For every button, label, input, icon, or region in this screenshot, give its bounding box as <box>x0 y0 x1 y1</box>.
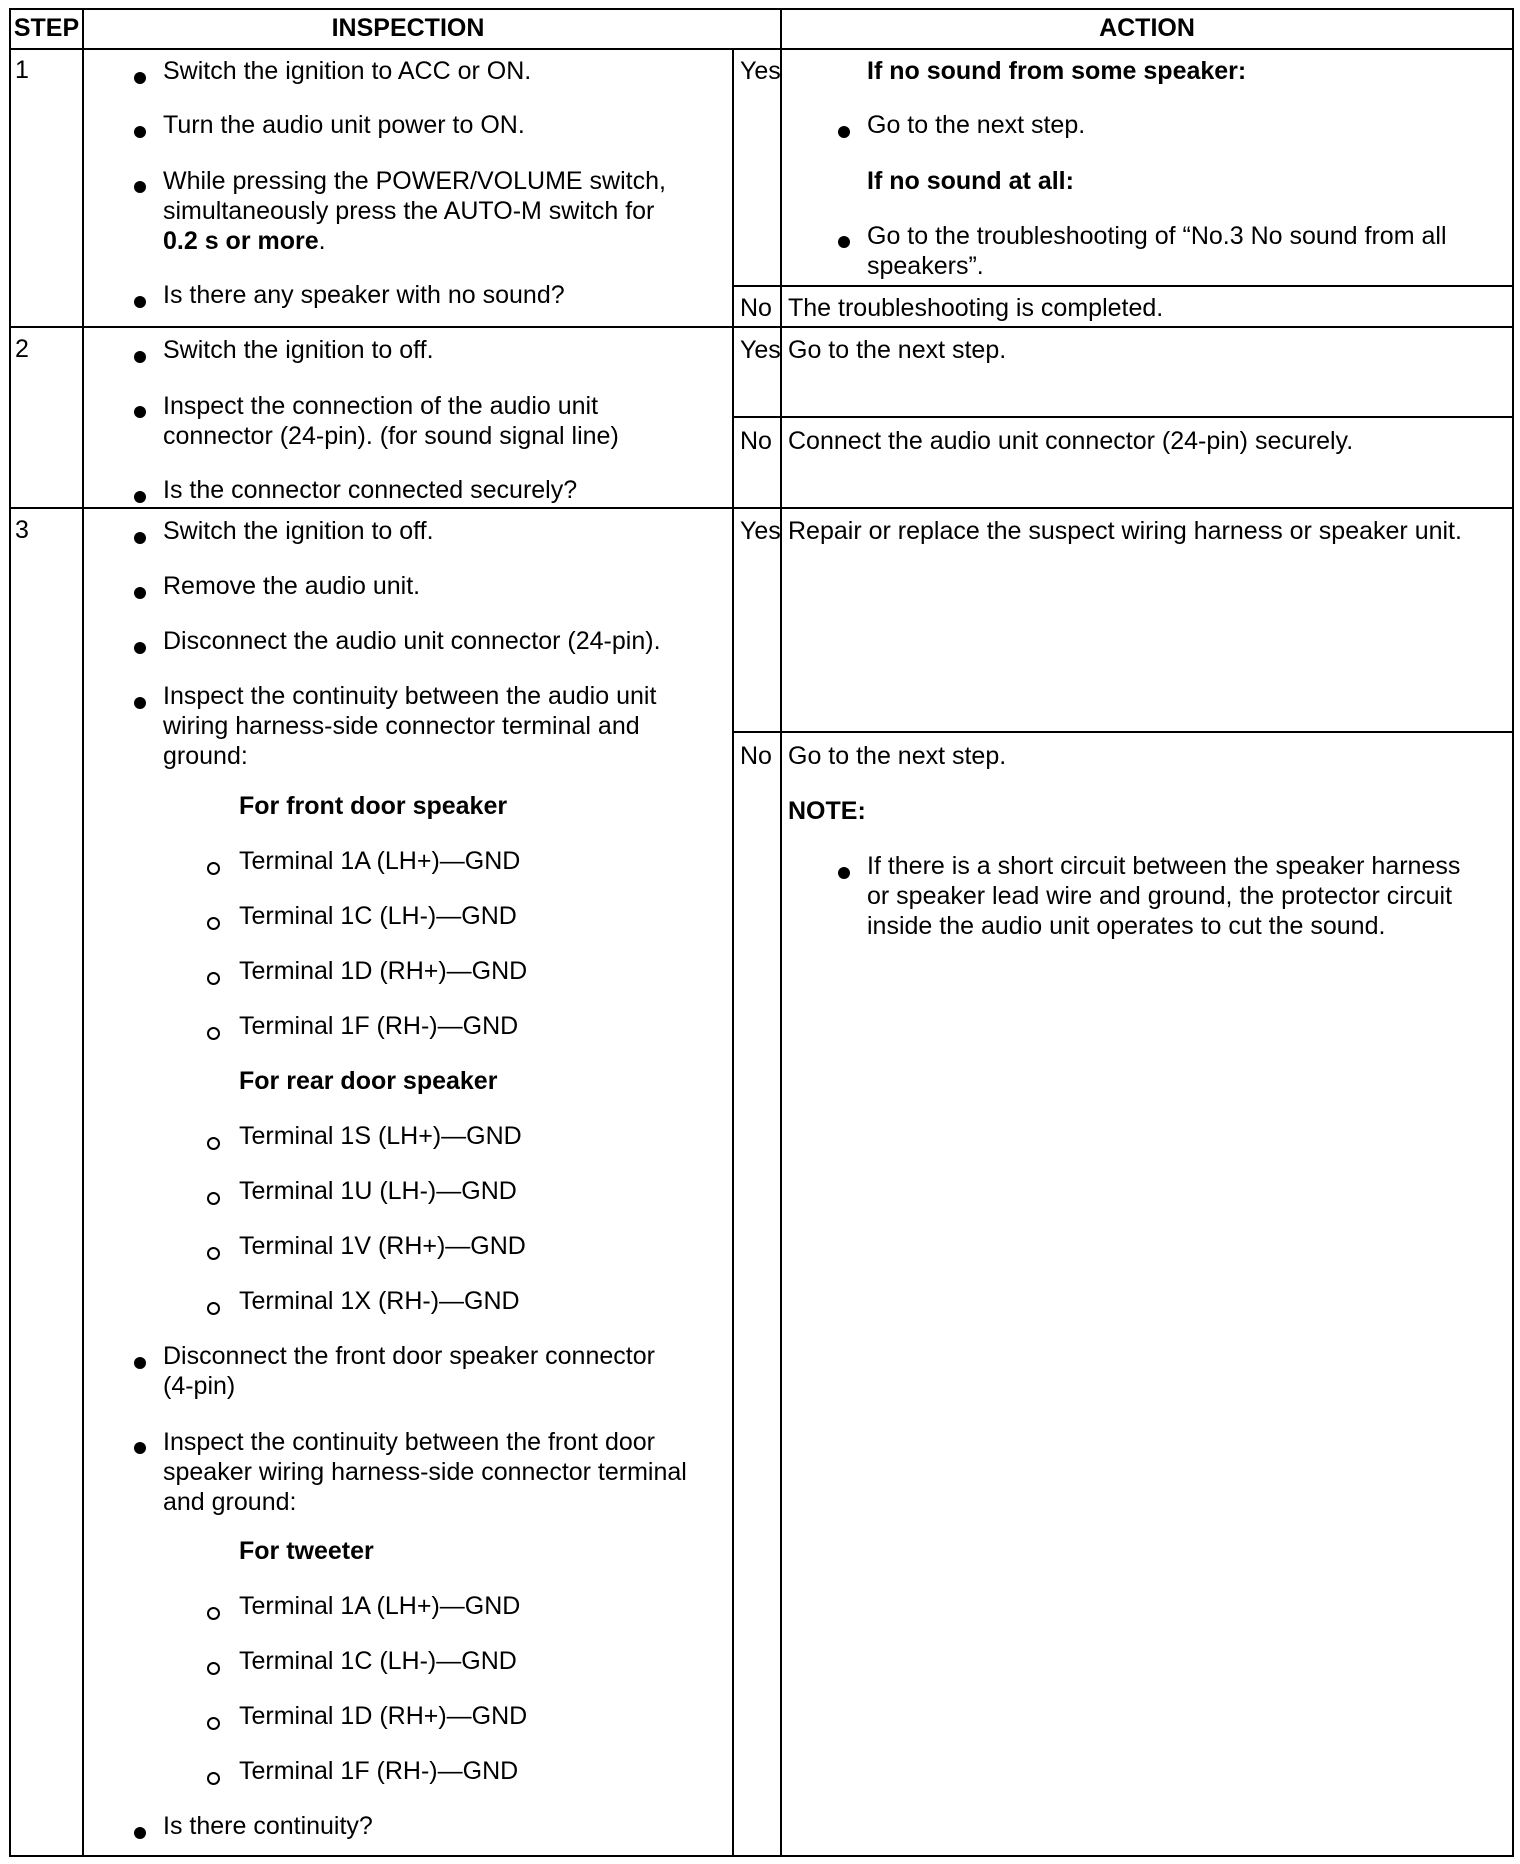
bullet-icon <box>134 351 146 363</box>
bullet-icon <box>134 1357 146 1369</box>
action-item: Go to the next step. <box>788 742 1007 770</box>
bullet-icon <box>134 406 146 418</box>
circle-bullet-icon <box>207 1772 220 1785</box>
bullet-icon <box>838 867 850 879</box>
circle-bullet-icon <box>207 1662 220 1675</box>
inspection-item-emphasis: 0.2 s or more <box>163 227 319 255</box>
yes-label: Yes <box>740 517 781 545</box>
header-divider <box>9 48 1514 50</box>
action-item: Go to the troubleshooting of “No.3 No sound from all speakers”. <box>867 222 1447 280</box>
no-label: No <box>740 427 772 455</box>
inspection-subheading: For rear door speaker <box>239 1067 498 1095</box>
yes-label: Yes <box>740 57 781 85</box>
action-item: The troubleshooting is completed. <box>788 294 1164 322</box>
action-subheading: If no sound at all: <box>867 167 1074 195</box>
header-action: ACTION <box>1099 14 1195 42</box>
terminal-item: Terminal 1F (RH-)—GND <box>239 1757 519 1785</box>
inspection-item-text: While pressing the POWER/VOLUME switch, simultaneously press the AUTO-M switch for <box>163 167 666 225</box>
step-number: 2 <box>15 335 29 363</box>
inspection-item: Is there continuity? <box>163 1812 373 1840</box>
step3-yes-no-divider <box>732 731 1514 733</box>
step-number: 3 <box>15 516 29 544</box>
inspection-item-period: . <box>318 227 326 255</box>
terminal-item: Terminal 1A (LH+)—GND <box>239 847 521 875</box>
inspection-item: Is the connector connected securely? <box>163 476 578 504</box>
circle-bullet-icon <box>207 1027 220 1040</box>
inspection-item: Disconnect the audio unit connector (24-pin). <box>163 627 661 655</box>
terminal-item: Terminal 1C (LH-)—GND <box>239 902 517 930</box>
no-label: No <box>740 742 772 770</box>
terminal-item: Terminal 1X (RH-)—GND <box>239 1287 520 1315</box>
action-item: Repair or replace the suspect wiring harness or speaker unit. <box>788 517 1462 545</box>
inspection-item <box>163 166 693 256</box>
note-heading: NOTE: <box>788 797 866 825</box>
terminal-item: Terminal 1V (RH+)—GND <box>239 1232 526 1260</box>
action-item: Go to the next step. <box>867 111 1086 139</box>
inspection-item: Inspect the connection of the audio unit connector (24-pin). (for sound signal line) <box>163 392 619 450</box>
bullet-icon <box>134 491 146 503</box>
bullet-icon <box>838 126 850 138</box>
action-item: Connect the audio unit connector (24-pin) securely. <box>788 427 1354 455</box>
terminal-item: Terminal 1C (LH-)—GND <box>239 1647 517 1675</box>
bullet-icon <box>134 181 146 193</box>
bullet-icon <box>134 1442 146 1454</box>
inspection-item: Switch the ignition to off. <box>163 336 434 364</box>
inspection-subheading: For front door speaker <box>239 792 508 820</box>
step2-yes-no-divider <box>732 416 1514 418</box>
step-number: 1 <box>15 56 29 84</box>
col-divider-yesno <box>732 48 734 1857</box>
circle-bullet-icon <box>207 1607 220 1620</box>
bullet-icon <box>134 642 146 654</box>
bullet-icon <box>134 296 146 308</box>
terminal-item: Terminal 1A (LH+)—GND <box>239 1592 521 1620</box>
terminal-item: Terminal 1U (LH-)—GND <box>239 1177 517 1205</box>
terminal-item: Terminal 1D (RH+)—GND <box>239 957 528 985</box>
yes-label: Yes <box>740 336 781 364</box>
bullet-icon <box>838 236 850 248</box>
inspection-item: Switch the ignition to off. <box>163 517 434 545</box>
step1-yes-no-divider <box>732 285 1514 287</box>
circle-bullet-icon <box>207 1137 220 1150</box>
terminal-item: Terminal 1S (LH+)—GND <box>239 1122 522 1150</box>
bullet-icon <box>134 1827 146 1839</box>
inspection-item: Inspect the continuity between the audio unit wiring harness-side connector terminal and ground: <box>163 682 657 770</box>
step2-divider <box>9 507 1514 509</box>
table-border-left <box>9 8 11 1857</box>
no-label: No <box>740 294 772 322</box>
troubleshooting-table <box>9 8 1514 1857</box>
inspection-item: Remove the audio unit. <box>163 572 421 600</box>
action-subheading: If no sound from some speaker: <box>867 57 1247 85</box>
inspection-subheading: For tweeter <box>239 1537 374 1565</box>
circle-bullet-icon <box>207 917 220 930</box>
action-item: Go to the next step. <box>788 336 1007 364</box>
header-step: STEP <box>13 14 80 42</box>
bullet-icon <box>134 587 146 599</box>
inspection-item: Inspect the continuity between the front door speaker wiring harness-side connector terminal and ground: <box>163 1428 687 1516</box>
step1-divider <box>9 326 1514 328</box>
table-border-bottom <box>9 1855 1514 1857</box>
circle-bullet-icon <box>207 862 220 875</box>
inspection-item: Switch the ignition to ACC or ON. <box>163 57 532 85</box>
terminal-item: Terminal 1F (RH-)—GND <box>239 1012 519 1040</box>
terminal-item: Terminal 1D (RH+)—GND <box>239 1702 528 1730</box>
bullet-icon <box>134 532 146 544</box>
note-text: If there is a short circuit between the speaker harness or speaker lead wire and ground, the protector circuit inside the audio unit operates to cut the sound. <box>867 852 1461 940</box>
circle-bullet-icon <box>207 1302 220 1315</box>
inspection-item: Is there any speaker with no sound? <box>163 281 565 309</box>
circle-bullet-icon <box>207 1247 220 1260</box>
col-divider-step <box>82 8 84 1857</box>
circle-bullet-icon <box>207 1717 220 1730</box>
header-inspection: INSPECTION <box>331 14 485 42</box>
bullet-icon <box>134 72 146 84</box>
circle-bullet-icon <box>207 972 220 985</box>
bullet-icon <box>134 697 146 709</box>
inspection-item: Turn the audio unit power to ON. <box>163 111 525 139</box>
circle-bullet-icon <box>207 1192 220 1205</box>
inspection-item: Disconnect the front door speaker connector (4-pin) <box>163 1342 655 1400</box>
bullet-icon <box>134 126 146 138</box>
